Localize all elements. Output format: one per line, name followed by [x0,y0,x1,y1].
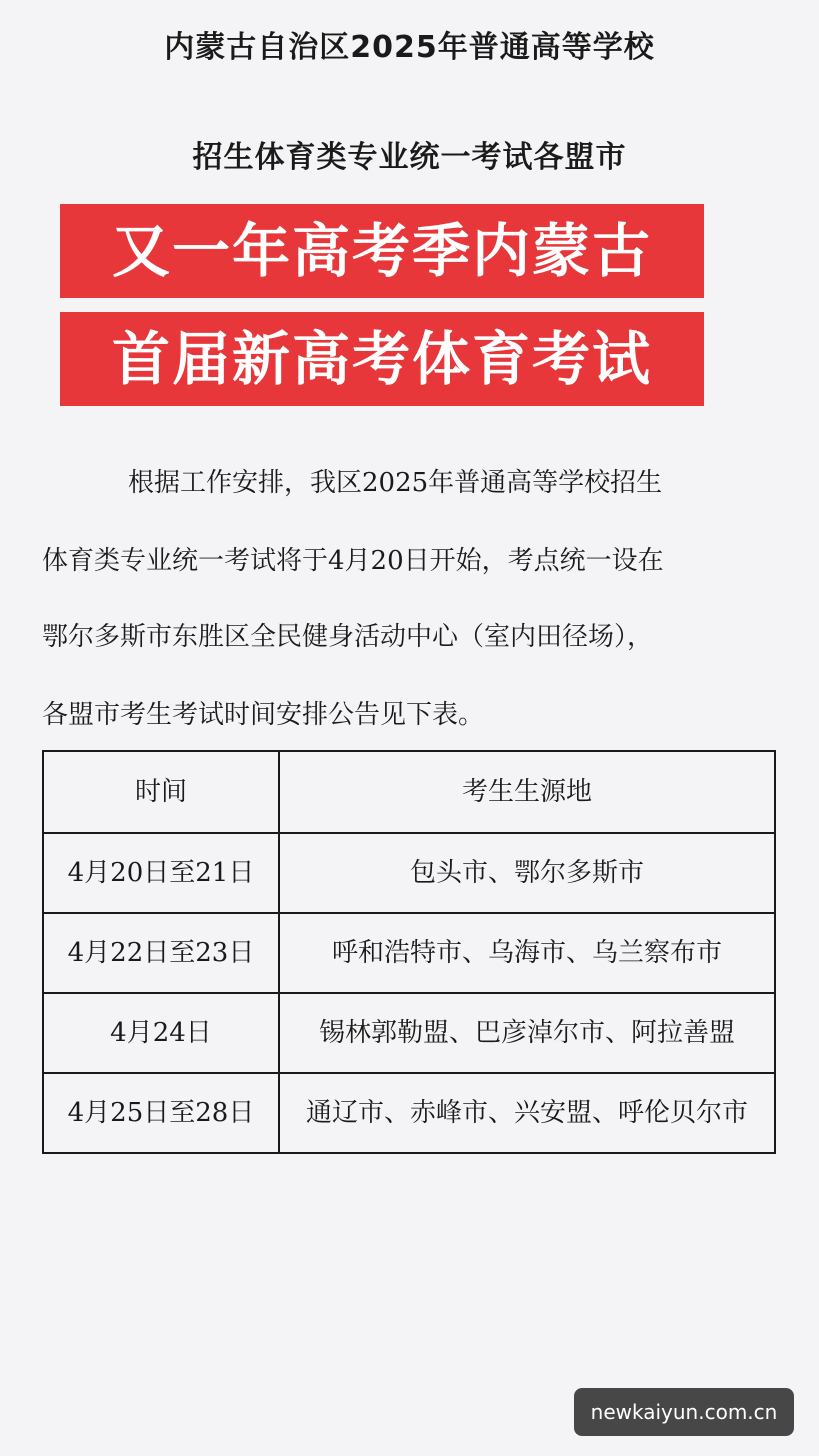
cell-origin: 包头市、鄂尔多斯市 [279,833,775,913]
banner-line1: 又一年高考季内蒙古 [60,204,704,298]
cell-time: 4月22日至23日 [43,913,279,993]
document-title-line2: 招生体育类专业统一考试各盟市 [192,140,627,175]
cell-time: 4月25日至28日 [43,1073,279,1153]
banner-line2: 首届新高考体育考试 [60,312,704,406]
table-header-row [43,751,775,833]
cell-time: 4月20日至21日 [43,833,279,913]
watermark-label: newkaiyun.com.cn [574,1388,794,1436]
body-paragraph-line3: 鄂尔多斯市东胜区全民健身活动中心（室内田径场）， [42,622,654,652]
cell-origin: 通辽市、赤峰市、兴安盟、呼伦贝尔市 [279,1073,775,1153]
cell-origin: 呼和浩特市、乌海市、乌兰察布市 [279,913,775,993]
cell-origin: 锡林郭勒盟、巴彦淖尔市、阿拉善盟 [279,993,775,1073]
exam-schedule-table [42,750,776,1154]
table-row [43,913,775,993]
table-row [43,1073,775,1153]
cell-time: 4月24日 [43,993,279,1073]
body-paragraph-line2: 体育类专业统一考试将于4月20日开始，考点统一设在 [42,546,664,576]
table-row [43,993,775,1073]
body-paragraph-line4: 各盟市考生考试时间安排公告见下表。 [42,700,485,730]
table-row [43,833,775,913]
header-origin: 考生生源地 [279,751,775,833]
document-title-line1: 内蒙古自治区2025年普通高等学校 [164,30,655,65]
body-paragraph-line1: 根据工作安排，我区2025年普通高等学校招生 [128,468,663,498]
header-time: 时间 [43,751,279,833]
